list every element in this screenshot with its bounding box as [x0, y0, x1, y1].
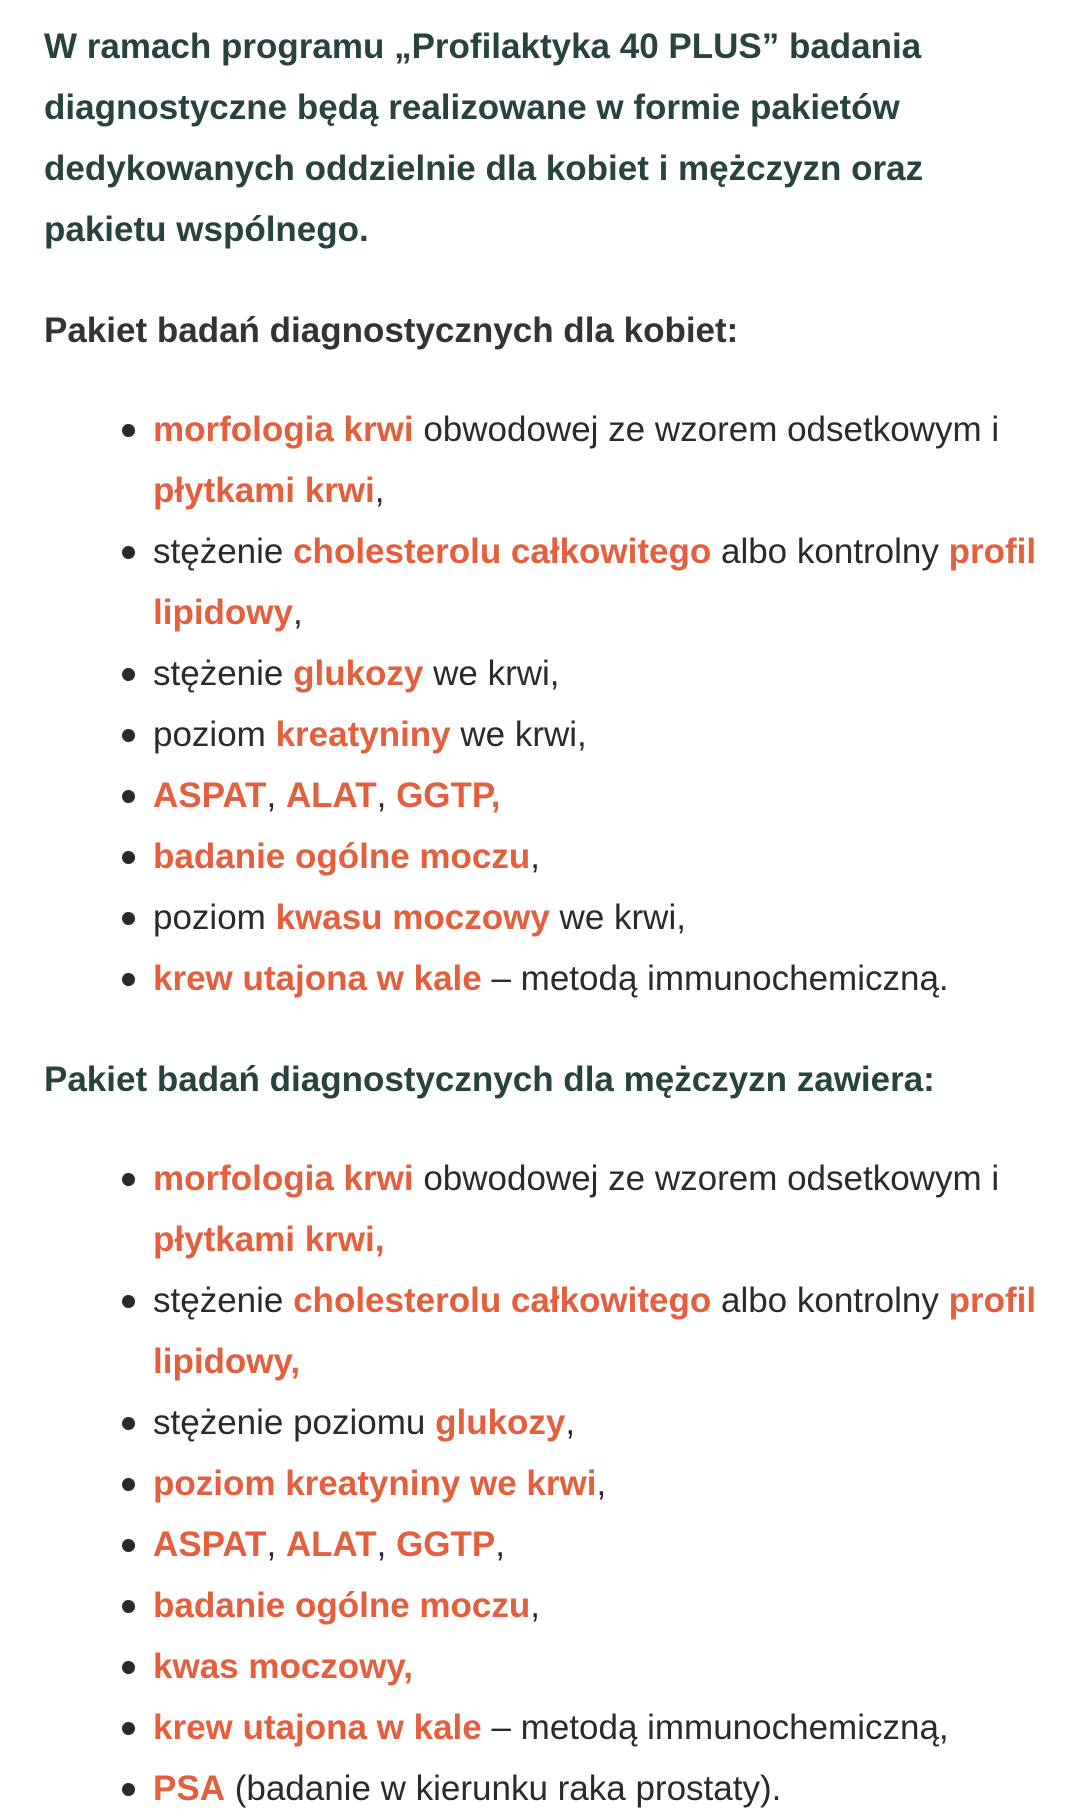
bullet-icon — [122, 1661, 135, 1674]
item-text: , — [596, 1464, 607, 1503]
item-text: stężenie — [153, 654, 294, 693]
highlighted-term: glukozy — [293, 654, 424, 693]
list-item — [153, 1270, 1044, 1392]
bullet-icon — [122, 729, 135, 742]
highlighted-term: profil lipidowy, — [153, 1281, 1037, 1381]
highlighted-term: krew utajona w kale — [153, 959, 482, 998]
highlighted-term: GGTP — [396, 1525, 496, 1564]
item-text: , — [266, 1525, 286, 1564]
list-item — [153, 1453, 1044, 1514]
list-item — [153, 1392, 1044, 1453]
highlighted-term: płytkami krwi — [153, 471, 375, 510]
list-item — [153, 399, 1044, 521]
women-package-heading: Pakiet badań diagnostycznych dla kobiet: — [44, 311, 739, 350]
highlighted-term: cholesterolu całkowitego — [293, 532, 712, 571]
highlighted-term: ASPAT — [153, 776, 267, 815]
highlighted-term: profil lipidowy — [153, 532, 1037, 632]
bullet-icon — [122, 851, 135, 864]
item-text: poziom — [153, 898, 276, 937]
list-item — [153, 765, 1044, 826]
bullet-icon — [122, 790, 135, 803]
item-text: albo kontrolny — [711, 1281, 949, 1320]
highlighted-term: kwasu moczowy — [275, 898, 550, 937]
bullet-icon — [122, 1722, 135, 1735]
bullet-icon — [122, 668, 135, 681]
item-text: , — [374, 471, 385, 510]
item-text: , — [376, 1525, 397, 1564]
bullet-icon — [122, 1173, 135, 1186]
list-item — [153, 1575, 1044, 1636]
item-text: albo kontrolny — [711, 532, 949, 571]
bullet-icon — [122, 1478, 135, 1491]
item-text: obwodowej ze wzorem odsetkowym i — [413, 410, 1000, 449]
item-text: , — [530, 1586, 540, 1625]
bullet-icon — [122, 1417, 135, 1430]
item-text: , — [293, 593, 303, 632]
item-text: (badanie w kierunku raka prostaty). — [224, 1769, 782, 1808]
bullet-icon — [122, 1600, 135, 1613]
item-text: stężenie — [153, 532, 294, 571]
men-tests-list — [44, 1148, 1044, 1819]
bullet-icon — [122, 1295, 135, 1308]
item-text: – metodą immunochemiczną, — [481, 1708, 949, 1747]
highlighted-term: poziom kreatyniny we krwi — [153, 1464, 597, 1503]
list-item — [153, 1697, 1044, 1758]
item-text: , — [266, 776, 286, 815]
item-text: , — [376, 776, 397, 815]
highlighted-term: morfologia krwi — [153, 1159, 414, 1198]
highlighted-term: kwas moczowy, — [153, 1647, 414, 1686]
list-item — [153, 521, 1044, 643]
highlighted-term: badanie ogólne moczu — [153, 837, 531, 876]
item-text: , — [495, 1525, 505, 1564]
list-item — [153, 1636, 1044, 1697]
list-item — [153, 948, 1044, 1009]
item-text: we krwi, — [549, 898, 686, 937]
list-item — [153, 704, 1044, 765]
item-text: stężenie poziomu — [153, 1403, 436, 1442]
men-package-heading: Pakiet badań diagnostycznych dla mężczyzn zawiera: — [44, 1060, 935, 1099]
list-item — [153, 887, 1044, 948]
highlighted-term: GGTP, — [396, 776, 501, 815]
item-text: obwodowej ze wzorem odsetkowym i — [413, 1159, 1000, 1198]
intro-paragraph: W ramach programu „Profilaktyka 40 PLUS” badania diagnostyczne będą realizowane w formie pakietów dedykowanych oddzielnie dla kobiet i mężczyzn oraz pakietu wspólnego. — [44, 27, 924, 249]
highlighted-term: ALAT — [285, 1525, 377, 1564]
bullet-icon — [122, 424, 135, 437]
highlighted-term: badanie ogólne moczu — [153, 1586, 531, 1625]
highlighted-term: glukozy — [435, 1403, 566, 1442]
bullet-icon — [122, 1539, 135, 1552]
item-text: we krwi, — [450, 715, 587, 754]
highlighted-term: morfologia krwi — [153, 410, 414, 449]
article-content — [44, 16, 1044, 1819]
item-text: , — [565, 1403, 576, 1442]
bullet-icon — [122, 1783, 135, 1796]
bullet-icon — [122, 912, 135, 925]
highlighted-term: cholesterolu całkowitego — [293, 1281, 712, 1320]
bullet-icon — [122, 546, 135, 559]
list-item — [153, 826, 1044, 887]
item-text: poziom — [153, 715, 276, 754]
women-tests-list — [44, 399, 1044, 1009]
highlighted-term: ASPAT — [153, 1525, 267, 1564]
highlighted-term: kreatyniny — [275, 715, 451, 754]
list-item — [153, 1148, 1044, 1270]
highlighted-term: PSA — [153, 1769, 225, 1808]
bullet-icon — [122, 973, 135, 986]
item-text: , — [530, 837, 540, 876]
item-text: stężenie — [153, 1281, 294, 1320]
list-item — [153, 643, 1044, 704]
highlighted-term: płytkami krwi, — [153, 1220, 385, 1259]
item-text: – metodą immunochemiczną. — [481, 959, 949, 998]
list-item — [153, 1514, 1044, 1575]
item-text: we krwi, — [423, 654, 560, 693]
highlighted-term: ALAT — [285, 776, 377, 815]
list-item — [153, 1758, 1044, 1819]
highlighted-term: krew utajona w kale — [153, 1708, 482, 1747]
